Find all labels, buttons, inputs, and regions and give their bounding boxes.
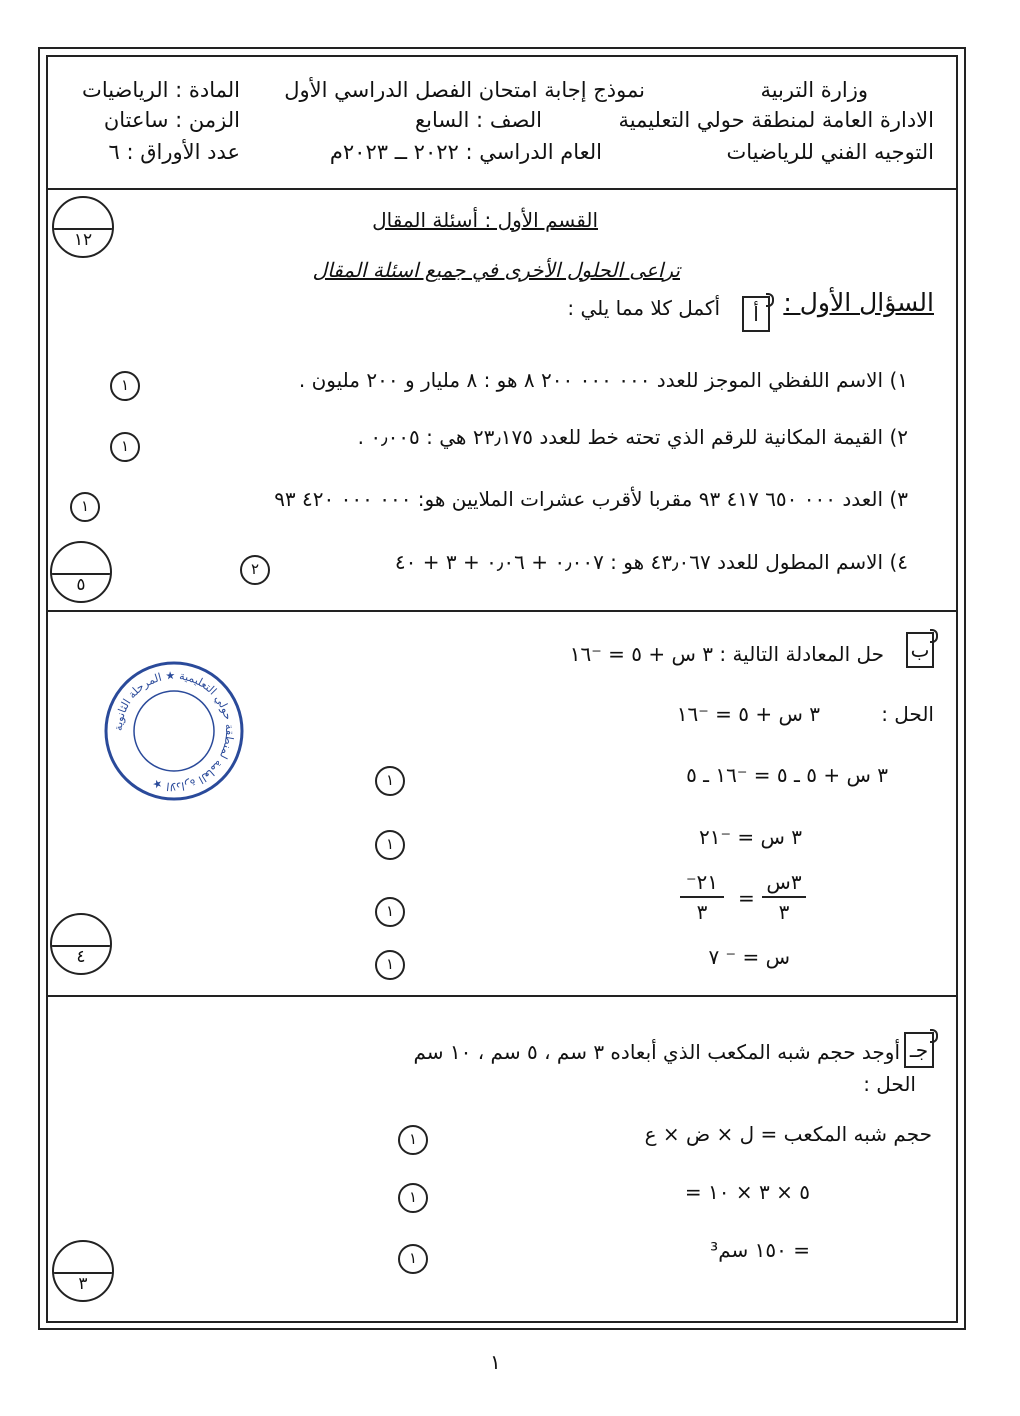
header-ministry: وزارة التربية [760, 78, 868, 102]
part-b-frac-eq: = [738, 886, 755, 910]
part-b-frac-right: ⁻٢١ ٣ [680, 870, 724, 924]
part-a-mark-1: ١ [110, 371, 140, 401]
part-b-line-4: س = ⁻ ٧ [708, 945, 790, 969]
part-b-score: ٤ [50, 913, 112, 975]
part-b-mark-3: ١ [375, 897, 405, 927]
part-c-box: جـ [904, 1032, 934, 1068]
part-c-line-3: = ١٥٠ سم³ [710, 1238, 810, 1262]
question-1-label: السؤال الأول : [783, 288, 934, 317]
svg-text:الادارة العامة لمنطقة حولي الت [112, 669, 236, 793]
part-b-mark-2: ١ [375, 830, 405, 860]
part-a-box: أ [742, 296, 770, 332]
part-a-mark-4: ٢ [240, 555, 270, 585]
part-c-solution-label: الحل : [863, 1072, 916, 1096]
part-c-mark-3: ١ [398, 1244, 428, 1274]
header-directorate: الادارة العامة لمنطقة حولي التعليمية [618, 108, 934, 132]
header-supervision: التوجيه الفني للرياضيات [726, 140, 934, 164]
part-a-item-2: ٢) القيمة المكانية للرقم الذي تحته خط للعدد ٢٣٫١٧٥ هي : ٠٫٠٠٥ . [357, 425, 908, 449]
section-divider-b [46, 610, 958, 612]
stamp-text: الادارة العامة لمنطقة حولي التعليمية ★ المرحلة الثانوية ★ [111, 668, 237, 794]
part-a-mark-2: ١ [110, 432, 140, 462]
part-b-solution-label: الحل : [881, 702, 934, 726]
section-note: تراعى الحلول الأخرى في جميع اسئلة المقال [312, 258, 680, 282]
header-pages: عدد الأوراق : ٦ [108, 140, 240, 164]
section-title: القسم الأول : أسئلة المقال [372, 208, 598, 232]
header-subject: المادة : الرياضيات [82, 78, 240, 102]
part-b-mark-1: ١ [375, 766, 405, 796]
part-a-item-4: ٤) الاسم المطول للعدد ٤٣٫٠٦٧ هو : ٠٫٠٠٧ + ٠٫٠٦ + ٣ + ٤٠ [394, 550, 908, 574]
part-b-line-2: ٣ س = ⁻٢١ [698, 825, 802, 849]
part-a-score: ٥ [50, 541, 112, 603]
section-divider-c [46, 995, 958, 997]
header-title: نموذج إجابة امتحان الفصل الدراسي الأول [284, 78, 645, 102]
part-a-item-1: ١) الاسم اللفظي الموجز للعدد ٠٠٠ ٠٠٠ ٢٠٠ ٨ هو : ٨ مليار و ٢٠٠ مليون . [298, 368, 908, 392]
official-stamp [103, 660, 245, 802]
section-total-score: ١٢ [52, 196, 114, 258]
header-grade: الصف : السابع [415, 108, 542, 132]
page-number: ١ [490, 1350, 501, 1374]
part-b-line-1: ٣ س + ٥ ـ ٥ = ⁻١٦ ـ ٥ [686, 763, 888, 787]
part-c-line-1: حجم شبه المكعب = ل × ض × ع [644, 1122, 932, 1146]
part-a-mark-3: ١ [70, 492, 100, 522]
header-year: العام الدراسي : ٢٠٢٢ ــ ٢٠٢٣م [329, 140, 602, 164]
part-b-problem: حل المعادلة التالية : ٣ س + ٥ = ⁻١٦ [569, 642, 884, 666]
part-b-line-0: ٣ س + ٥ = ⁻١٦ [676, 702, 820, 726]
part-c-mark-2: ١ [398, 1183, 428, 1213]
part-c-score: ٣ [52, 1240, 114, 1302]
header-divider [46, 188, 958, 190]
part-a-instruction: أكمل كلا مما يلي : [567, 296, 720, 320]
header-time: الزمن : ساعتان [103, 108, 240, 132]
part-c-line-2: = ٥ × ٣ × ١٠ [684, 1180, 810, 1204]
part-c-mark-1: ١ [398, 1125, 428, 1155]
part-a-item-3: ٣) العدد ٠٠٠ ٦٥٠ ٤١٧ ٩٣ مقربا لأقرب عشرات الملايين هو: ٠٠٠ ٠٠٠ ٤٢٠ ٩٣ [274, 487, 908, 511]
part-b-box: ب [906, 632, 934, 668]
part-b-mark-4: ١ [375, 950, 405, 980]
part-b-frac-left: ٣س ٣ [762, 870, 806, 924]
part-c-problem: أوجد حجم شبه المكعب الذي أبعاده ٣ سم ، ٥ سم ، ١٠ سم [413, 1040, 900, 1064]
